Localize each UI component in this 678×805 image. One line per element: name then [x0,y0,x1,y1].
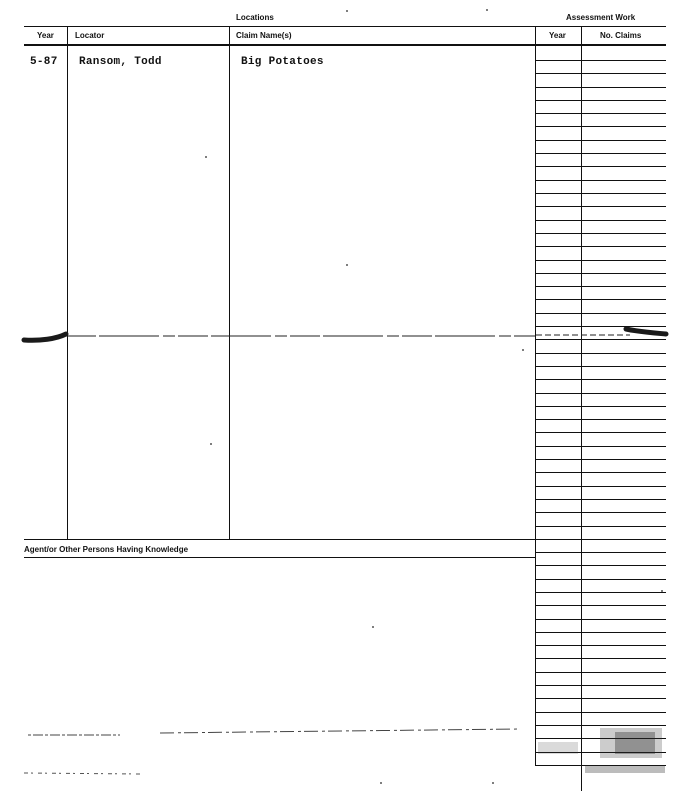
assessment-work-row-line [535,313,666,314]
scan-speck [210,443,212,445]
no-claims-column-header: No. Claims [600,31,642,40]
agent-heading-rule [24,557,535,558]
assessment-work-row-line [535,379,666,380]
assessment-work-row-line [535,100,666,101]
assessment-work-row-line [535,512,666,513]
assessment-work-row-line [535,60,666,61]
assessment-work-row-line [535,326,666,327]
assessment-work-row-line [535,645,666,646]
header-rule [24,44,666,46]
assessment-work-row-line [535,685,666,686]
assessment-work-row-line [535,246,666,247]
assessment-work-row-line [535,299,666,300]
assessment-work-row-line [535,459,666,460]
assessment-work-row-line [535,166,666,167]
assessment-work-row-line [535,579,666,580]
assessment-work-row-line [535,432,666,433]
scan-speck [205,156,207,158]
scan-speck [346,264,348,266]
assessment-work-row-line [535,592,666,593]
scan-speck [522,349,524,351]
assessment-work-row-line [535,539,666,540]
top-rule [24,26,666,27]
entry-year: 5-87 [30,56,58,68]
assessment-work-row-line [535,552,666,553]
assessment-work-row-line [535,419,666,420]
divider-year-locator [67,26,68,540]
divider-locator-claim [229,26,230,540]
assessment-work-row-line [535,73,666,74]
assessment-work-row-line [535,406,666,407]
assessment-work-row-line [535,472,666,473]
claim-names-column-header: Claim Name(s) [236,31,292,40]
assessment-work-row-line [535,140,666,141]
scan-noise-bottom [0,720,678,790]
divider-claim-assessment [535,26,536,766]
right-marker-stroke [626,329,666,334]
agent-section-heading: Agent/or Other Persons Having Knowledge [24,545,189,554]
locations-bottom-rule [24,539,535,540]
assessment-work-row-line [535,233,666,234]
scan-speck [372,626,374,628]
assessment-work-row-line [535,499,666,500]
year-column-header: Year [37,31,54,40]
entry-locator: Ransom, Todd [79,56,162,68]
assessment-work-row-line [535,619,666,620]
assessment-work-row-line [535,260,666,261]
scan-speck [492,782,494,784]
locator-column-header: Locator [75,31,105,40]
assessment-work-row-line [535,193,666,194]
assessment-work-heading: Assessment Work [566,13,636,22]
assessment-work-row-line [535,220,666,221]
assessment-work-row-line [535,180,666,181]
assessment-year-column-header: Year [549,31,566,40]
scan-speck [380,782,382,784]
left-marker-stroke [24,334,66,340]
assessment-work-row-line [535,153,666,154]
assessment-work-row-line [535,393,666,394]
assessment-work-row-line [535,366,666,367]
assessment-work-row-line [535,632,666,633]
entry-claim-name: Big Potatoes [241,56,324,68]
assessment-work-row-line [535,672,666,673]
assessment-work-row-line [535,446,666,447]
assessment-work-row-line [535,486,666,487]
assessment-work-row-line [535,605,666,606]
assessment-work-row-line [535,126,666,127]
locations-heading: Locations [236,13,274,22]
assessment-work-row-line [535,87,666,88]
assessment-work-row-line [535,286,666,287]
assessment-work-row-line [535,698,666,699]
assessment-work-row-line [535,658,666,659]
assessment-work-row-line [535,339,666,340]
scan-speck [486,9,488,11]
assessment-work-row-line [535,206,666,207]
assessment-work-row-line [535,273,666,274]
assessment-work-row-line [535,526,666,527]
assessment-work-row-line [535,113,666,114]
assessment-work-row-line [535,565,666,566]
assessment-work-row-line [535,353,666,354]
assessment-work-row-line [535,712,666,713]
scan-speck [346,10,348,12]
scan-speck [661,590,663,592]
